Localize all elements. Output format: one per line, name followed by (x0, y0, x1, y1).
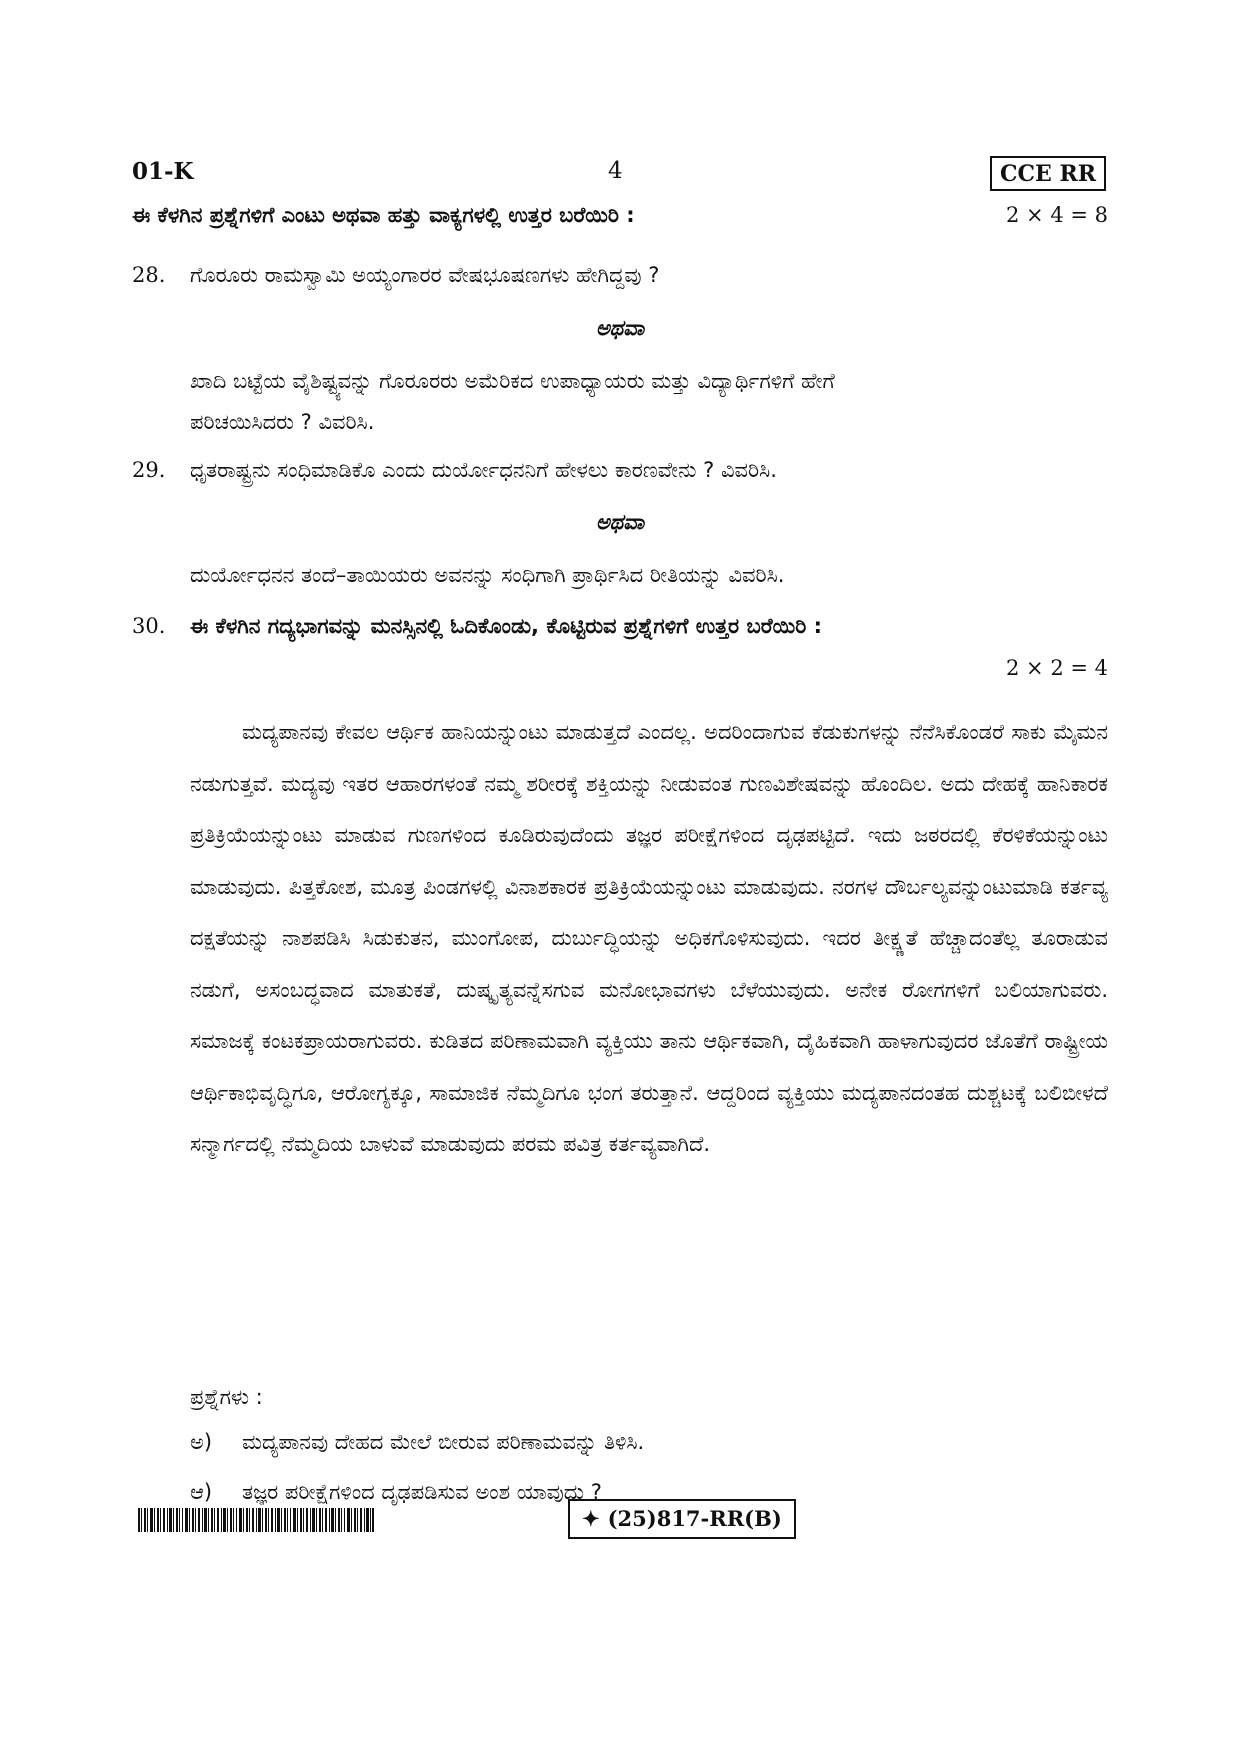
cce-rr-box: CCE RR (990, 156, 1106, 191)
question-text: ಧೃತರಾಷ್ಟ್ರನು ಸಂಧಿಮಾಡಿಕೊ ಎಂದು ದುರ್ಯೋಧನನಿಗೆ ಹೇಳಲು ಕಾರಣವೇನು ? ವಿವರಿಸಿ. (190, 458, 777, 482)
question-text: ಗೊರೂರು ರಾಮಸ್ವಾಮಿ ಅಯ್ಯಂಗಾರರ ವೇಷಭೂಷಣಗಳು ಹೇಗಿದ್ದವು ? (190, 263, 660, 287)
or-label: ಅಥವಾ (595, 316, 645, 340)
question-30 (132, 614, 1108, 644)
reading-passage: ಮದ್ಯಪಾನವು ಕೇವಲ ಆರ್ಥಿಕ ಹಾನಿಯನ್ನುಂಟು ಮಾಡುತ್ತದೆ ಎಂದಲ್ಲ. ಅದರಿಂದಾಗುವ ಕೆಡುಕುಗಳನ್ನು ನೆನೆಸಿಕೊಂಡರೆ ಸಾಕು ಮೈಮನ ನಡುಗುತ್ತವೆ. ಮದ್ಯವು ಇತರ ಆಹಾರಗಳಂತೆ ನಮ್ಮ ಶರೀರಕ್ಕೆ ಶಕ್ತಿಯನ್ನು ನೀಡುವಂತ ಗುಣವಿಶೇಷವನ್ನು ಹೊಂದಿಲ. ಅದು ದೇಹಕ್ಕೆ ಹಾನಿಕಾರಕ ಪ್ರತಿಕ್ರಿಯೆಯನ್ನುಂಟು ಮಾಡುವ ಗುಣಗಳಿಂದ ಕೂಡಿರುವುದೆಂದು ತಜ್ಞರ ಪರೀಕ್ಷೆಗಳಿಂದ ದೃಢಪಟ್ಟಿದೆ. ಇದು ಜಠರದಲ್ಲಿ ಕೆರಳಿಕೆಯನ್ನುಂಟು ಮಾಡುವುದು. ಪಿತ್ತಕೋಶ, ಮೂತ್ರ ಪಿಂಡಗಳಲ್ಲಿ ವಿನಾಶಕಾರಕ ಪ್ರತಿಕ್ರಿಯೆಯನ್ನುಂಟು ಮಾಡುವುದು. ನರಗಳ ದೌರ್ಬಲ್ಯವನ್ನುಂಟುಮಾಡಿ ಕರ್ತವ್ಯ ದಕ್ಷತೆಯನ್ನು ನಾಶಪಡಿಸಿ ಸಿಡುಕುತನ, ಮುಂಗೋಪ, ದುರ್ಬುದ್ಧಿಯನ್ನು ಅಧಿಕಗೊಳಿಸುವುದು. ಇದರ ತೀಕ್ಷ್ಣತೆ ಹೆಚ್ಚಾದಂತೆಲ್ಲ ತೂರಾಡುವ ನಡುಗೆ, ಅಸಂಬದ್ಧವಾದ ಮಾತುಕತೆ, ದುಷ್ಕೃತ್ಯವನ್ನೆಸಗುವ ಮನೋಭಾವಗಳು ಬೆಳೆಯುವುದು. ಅನೇಕ ರೋಗಗಳಿಗೆ ಬಲಿಯಾಗುವರು. ಸಮಾಜಕ್ಕೆ ಕಂಟಕಪ್ರಾಯರಾಗುವರು. ಕುಡಿತದ ಪರಿಣಾಮವಾಗಿ ವ್ಯಕ್ತಿಯು ತಾನು ಆರ್ಥಿಕವಾಗಿ, ದೈಹಿಕವಾಗಿ ಹಾಳಾಗುವುದರ ಜೊತೆಗೆ ರಾಷ್ಟ್ರೀಯ ಆರ್ಥಿಕಾಭಿವೃದ್ಧಿಗೂ, ಆರೋಗ್ಯಕ್ಕೂ, ಸಾಮಾಜಿಕ ನೆಮ್ಮದಿಗೂ ಭಂಗ ತರುತ್ತಾನೆ. ಆದ್ದರಿಂದ ವ್ಯಕ್ತಿಯು ಮದ್ಯಪಾನದಂತಹ ದುಶ್ಚಟಕ್ಕೆ ಬಲಿಬೀಳದೆ ಸನ್ಮಾರ್ಗದಲ್ಲಿ ನೆಮ್ಮದಿಯ ಬಾಳುವೆ ಮಾಡುವುದು ಪರಮ ಪವಿತ್ರ ಕರ್ತವ್ಯವಾಗಿದೆ. (190, 720, 1108, 1156)
page-number: 4 (608, 158, 623, 184)
question-29 (132, 458, 1108, 488)
questions-label: ಪ್ರಶ್ನೆಗಳು : (190, 1385, 263, 1409)
or-separator (132, 510, 1108, 540)
or-label: ಅಥವಾ (595, 510, 645, 534)
instruction-marks: 2 × 4 = 8 (1006, 203, 1108, 227)
question-text: ಈ ಕೆಳಗಿನ ಗದ್ಯಭಾಗವನ್ನು ಮನಸ್ಸಿನಲ್ಲಿ ಓದಿಕೊಂಡು, ಕೊಟ್ಟಿರುವ ಪ್ರಶ್ನೆಗಳಿಗೆ ಉತ್ತರ ಬರೆಯಿರಿ : (190, 614, 822, 638)
sub-question-text: ಮದ್ಯಪಾನವು ದೇಹದ ಮೇಲೆ ಬೀರುವ ಪರಿಣಾಮವನ್ನು ತಿಳಿಸಿ. (242, 1430, 645, 1454)
sub-question-marker: ಅ) (190, 1430, 213, 1454)
question-number: 30. (132, 614, 166, 638)
barcode-image (138, 1508, 374, 1532)
question-28-alt-line2: ಪರಿಚಯಿಸಿದರು ? ವಿವರಿಸಿ. (190, 410, 375, 434)
sub-question (190, 1430, 644, 1455)
question-28-alt-line1: ಖಾದಿ ಬಟ್ಟೆಯ ವೈಶಿಷ್ಟ್ಯವನ್ನು ಗೊರೂರರು ಅಮೆರಿಕದ ಉಪಾಧ್ಯಾಯರು ಮತ್ತು ವಿದ್ಯಾರ್ಥಿಗಳಿಗೆ ಹೇಗೆ (190, 369, 835, 393)
star-icon: ✦ (582, 1506, 600, 1531)
question-30-marks: 2 × 2 = 4 (1006, 656, 1108, 680)
sub-question-marker: ಆ) (190, 1480, 213, 1504)
paper-code: (25)817-RR(B) (607, 1506, 782, 1531)
or-separator (132, 316, 1108, 346)
question-29-alt: ದುರ್ಯೋಧನನ ತಂದೆ–ತಾಯಿಯರು ಅವನನ್ನು ಸಂಧಿಗಾಗಿ ಪ್ರಾರ್ಥಿಸಿದ ರೀತಿಯನ್ನು ವಿವರಿಸಿ. (190, 563, 785, 587)
question-30-marks-row (132, 656, 1108, 686)
instruction-text: ಈ ಕೆಳಗಿನ ಪ್ರಶ್ನೆಗಳಿಗೆ ಎಂಟು ಅಥವಾ ಹತ್ತು ವಾಕ್ಯಗಳಲ್ಲಿ ಉತ್ತರ ಬರೆಯಿರಿ : (132, 203, 635, 227)
paper-code-box (568, 1499, 796, 1539)
subject-code: 01-K (132, 158, 194, 185)
question-number: 28. (132, 263, 166, 287)
section-instruction (132, 203, 1108, 233)
question-28 (132, 263, 1108, 293)
sub-question-text: ತಜ್ಞರ ಪರೀಕ್ಷೆಗಳಿಂದ ದೃಢಪಡಿಸುವ ಅಂಶ ಯಾವುದು ? (242, 1480, 602, 1504)
question-number: 29. (132, 458, 166, 482)
sub-question (190, 1480, 602, 1505)
